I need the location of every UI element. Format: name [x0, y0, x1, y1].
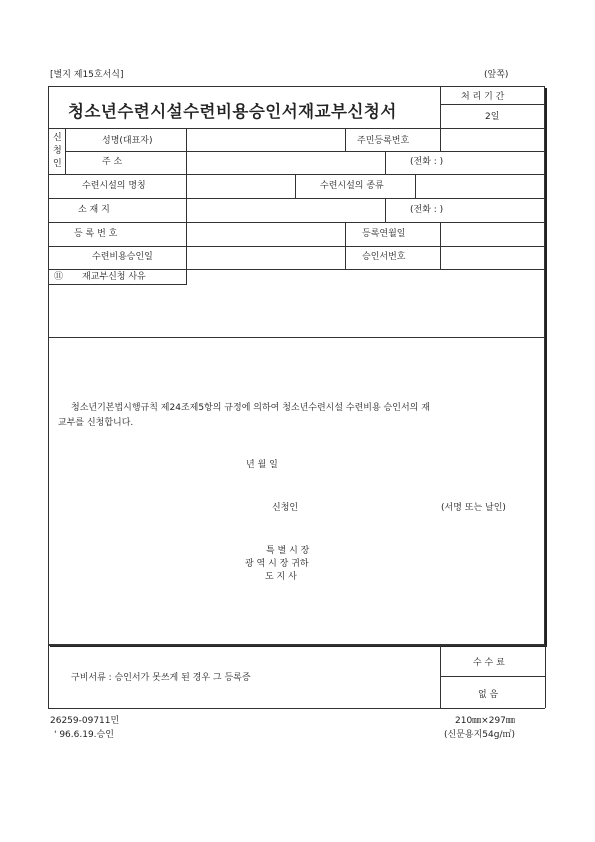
divider: [345, 128, 346, 151]
divider: [48, 174, 545, 175]
fee-label: 수 수 료: [473, 658, 505, 668]
location-phone-label: (전화 : ): [410, 205, 444, 215]
reason-number: ⑪: [54, 272, 64, 282]
divider: [545, 645, 546, 708]
divider: [440, 104, 545, 105]
address-label: 주 소: [102, 157, 123, 167]
applicant-group-label-3: 인: [53, 159, 62, 169]
facility-name-label: 수련시설의 명칭: [82, 181, 146, 191]
recipient-line-1: 특 별 시 장: [266, 546, 310, 556]
divider: [385, 198, 386, 222]
form-code: 26259-09711민: [50, 716, 120, 726]
divider: [48, 337, 545, 338]
divider: [440, 128, 441, 151]
registration-number-field[interactable]: [188, 224, 343, 244]
divider: [385, 151, 386, 174]
address-phone-label: (전화 : ): [410, 157, 444, 167]
location-label: 소 재 지: [78, 205, 110, 215]
statement-line-2: 교부를 신청합니다.: [58, 418, 134, 428]
facility-name-field[interactable]: [188, 176, 293, 196]
rrn-field[interactable]: [442, 130, 542, 150]
applicant-group-label-1: 신: [53, 133, 62, 143]
registration-number-label: 등 록 번 호: [74, 229, 118, 239]
registration-date-field[interactable]: [442, 224, 542, 244]
registration-date-label: 등록연월일: [362, 229, 406, 239]
paper-type: (신문용지54g/㎡): [444, 730, 515, 740]
recipient-line-2: 광 역 시 장 귀하: [245, 559, 309, 569]
approval-number-field[interactable]: [442, 248, 542, 267]
form-title: 청소년수련시설수련비용승인서재교부신청서: [68, 102, 397, 121]
facility-type-field[interactable]: [417, 176, 542, 196]
approval-date-label: 수련비용승인일: [92, 252, 153, 262]
divider: [48, 246, 545, 247]
fee-value: 없 음: [478, 690, 499, 700]
recipient-line-3: 도 지 사: [265, 572, 297, 582]
divider: [186, 174, 187, 198]
divider: [186, 269, 187, 284]
divider: [48, 284, 187, 285]
approval-number-label: 승인서번호: [362, 252, 406, 262]
divider: [295, 174, 296, 198]
approval-note: ' 96.6.19.승인: [54, 730, 114, 740]
address-field[interactable]: [188, 153, 383, 173]
divider: [65, 151, 545, 152]
form-number: [별지 제15호서식]: [50, 70, 124, 80]
location-field[interactable]: [188, 200, 383, 220]
divider: [48, 198, 545, 199]
applicant-label: 신청인: [272, 503, 299, 513]
divider: [186, 198, 187, 222]
divider: [186, 222, 187, 246]
divider: [440, 86, 441, 128]
name-label: 성명(대표자): [102, 136, 153, 146]
reason-label: 재교부신청 사유: [82, 272, 146, 282]
page-side-label: (앞쪽): [484, 70, 509, 80]
divider: [48, 708, 545, 709]
divider: [186, 246, 187, 269]
facility-type-label: 수련시설의 종류: [320, 181, 384, 191]
divider: [415, 174, 416, 198]
reason-field[interactable]: [52, 288, 540, 334]
application-date: 년 월 일: [246, 460, 278, 470]
processing-period-value: 2일: [485, 112, 500, 122]
divider: [48, 269, 545, 270]
approval-date-field[interactable]: [188, 248, 343, 267]
statement-line-1: 청소년기본법시행규칙 제24조제5항의 규정에 의하여 청소년수련시설 수련비용 승인서의 재: [71, 403, 430, 413]
divider: [48, 128, 545, 129]
paper-size: 210㎜×297㎜: [455, 716, 515, 726]
rrn-label: 주민등록번호: [357, 136, 410, 146]
divider: [48, 645, 545, 646]
name-field[interactable]: [188, 130, 343, 150]
applicant-group-label-2: 청: [53, 146, 62, 156]
processing-period-label: 처 리 기 간: [461, 92, 505, 102]
divider: [440, 676, 545, 677]
required-documents: 구비서류 : 승인서가 못쓰게 된 경우 그 등록증: [71, 673, 251, 683]
divider: [48, 222, 545, 223]
signature-label: (서명 또는 날인): [441, 503, 506, 513]
divider: [48, 645, 49, 708]
